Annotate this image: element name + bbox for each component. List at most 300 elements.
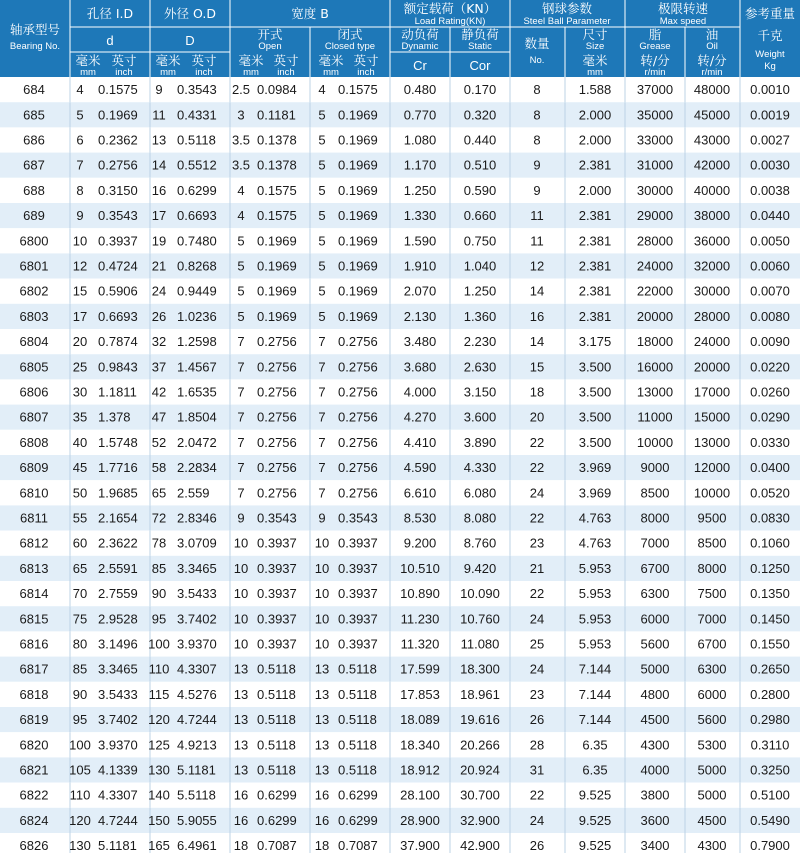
table-row [0, 581, 800, 606]
table-cell: 24 [151, 283, 167, 299]
table-cell: 15 [72, 283, 88, 299]
table-cell: 0.1969 [338, 157, 378, 173]
table-cell: 7 [318, 384, 326, 400]
table-cell: 2.559 [177, 485, 210, 501]
closed-type-header-en: Closed type [324, 41, 376, 52]
table-cell: 1.9685 [98, 485, 138, 501]
table-cell: 22 [529, 787, 545, 803]
table-cell: 3.5433 [98, 686, 138, 702]
table-cell: 0.3937 [257, 535, 297, 551]
table-cell: 4.270 [403, 409, 437, 425]
table-cell: 2.381 [578, 208, 612, 224]
table-cell: 0.3937 [257, 586, 297, 602]
bearing-number-cell: 6816 [19, 636, 49, 652]
table-cell: 28.900 [400, 812, 440, 828]
bearing-no-header: 轴承型号 [9, 22, 61, 37]
table-cell: 32.900 [460, 812, 500, 828]
table-cell: 3.150 [463, 384, 497, 400]
table-cell: 0.440 [463, 132, 497, 148]
table-cell: 0.1350 [750, 586, 790, 602]
table-cell: 0.6299 [338, 787, 378, 803]
table-cell: 10.510 [400, 560, 440, 576]
table-cell: 0.5490 [750, 812, 790, 828]
table-cell: 0.9843 [98, 359, 138, 375]
table-cell: 0.5118 [338, 712, 377, 728]
id-mm-label: 毫米 [75, 53, 101, 68]
table-cell: 24 [529, 611, 545, 627]
dynamic-load-header-en: Dynamic [401, 41, 439, 52]
table-cell: 5 [318, 308, 326, 324]
table-cell: 23 [529, 535, 545, 551]
table-cell: 1.1811 [98, 384, 137, 400]
table-cell: 18.089 [400, 712, 440, 728]
table-cell: 95 [151, 611, 167, 627]
table-cell: 0.0290 [750, 409, 790, 425]
table-cell: 5600 [697, 712, 727, 728]
table-cell: 5.1181 [177, 762, 216, 778]
table-cell: 0.2756 [257, 334, 297, 350]
table-cell: 0.0080 [750, 308, 790, 324]
table-cell: 0.1575 [338, 82, 378, 98]
bearing-number-cell: 6813 [19, 560, 49, 576]
table-cell: 0.0070 [750, 283, 790, 299]
static-load-symbol: Cor [469, 58, 491, 73]
table-cell: 13 [233, 762, 249, 778]
table-cell: 8000 [697, 560, 727, 576]
bearing-number-cell: 6815 [19, 611, 49, 627]
table-cell: 10 [314, 611, 330, 627]
table-cell: 1.588 [578, 82, 612, 98]
table-cell: 0.2800 [750, 686, 790, 702]
table-cell: 24 [529, 661, 545, 677]
table-cell: 0.9449 [177, 283, 217, 299]
bearing-no-header-en: Bearing No. [9, 41, 61, 52]
table-cell: 5 [318, 157, 326, 173]
table-cell: 3.969 [578, 460, 612, 476]
table-cell: 7.144 [578, 686, 612, 702]
table-cell: 10 [314, 636, 330, 652]
table-cell: 13 [314, 661, 330, 677]
table-cell: 6700 [697, 636, 727, 652]
table-cell: 7 [237, 485, 245, 501]
table-cell: 4800 [640, 686, 670, 702]
table-cell: 0.1575 [257, 182, 297, 198]
table-cell: 9 [533, 182, 541, 198]
table-row [0, 279, 800, 304]
table-cell: 7 [237, 359, 245, 375]
table-cell: 11 [152, 107, 166, 123]
table-cell: 10.760 [460, 611, 500, 627]
oil-header: 油 [705, 27, 719, 42]
table-cell: 0.1969 [338, 233, 378, 249]
table-cell: 6 [76, 132, 84, 148]
table-cell: 1.250 [463, 283, 497, 299]
dynamic-load-header: 动负荷 [401, 27, 439, 42]
table-row [0, 657, 800, 682]
table-cell: 9000 [640, 460, 670, 476]
table-cell: 3.500 [578, 434, 612, 450]
table-cell: 7 [318, 334, 326, 350]
table-cell: 0.2756 [338, 334, 378, 350]
table-row [0, 783, 800, 808]
table-cell: 0.2756 [338, 409, 378, 425]
table-cell: 2.1654 [98, 510, 138, 526]
table-cell: 3.175 [578, 334, 612, 350]
table-cell: 4300 [640, 737, 670, 753]
table-cell: 0.1969 [257, 258, 297, 274]
table-cell: 4.330 [463, 460, 497, 476]
table-cell: 13 [314, 737, 330, 753]
open-mm-label-en: mm [243, 67, 259, 78]
table-cell: 0.0010 [750, 82, 790, 98]
table-cell: 18.340 [400, 737, 440, 753]
table-row [0, 480, 800, 505]
table-cell: 20000 [636, 308, 674, 324]
table-row [0, 102, 800, 127]
table-row [0, 127, 800, 152]
table-cell: 0.2756 [257, 409, 297, 425]
table-cell: 0.2650 [750, 661, 790, 677]
table-cell: 18.300 [460, 661, 500, 677]
steel-ball-header: 钢球参数 [541, 1, 593, 16]
table-cell: 2.230 [463, 334, 497, 350]
table-cell: 14 [529, 334, 545, 350]
table-cell: 0.0984 [257, 82, 297, 98]
table-cell: 43000 [693, 132, 731, 148]
table-cell: 0.770 [403, 107, 437, 123]
table-cell: 4.3307 [177, 661, 217, 677]
table-cell: 25 [529, 636, 545, 652]
table-cell: 47 [151, 409, 167, 425]
table-cell: 1.910 [403, 258, 437, 274]
table-row [0, 430, 800, 455]
bearing-number-cell: 6821 [19, 762, 49, 778]
table-cell: 5.953 [578, 636, 612, 652]
table-cell: 5 [318, 132, 326, 148]
table-cell: 0.5118 [257, 686, 296, 702]
ball-quantity-header-en: No. [529, 55, 545, 66]
table-cell: 6.080 [463, 485, 497, 501]
table-cell: 16 [233, 812, 249, 828]
table-cell: 1.360 [463, 308, 497, 324]
table-cell: 0.3937 [338, 611, 378, 627]
table-cell: 3.680 [403, 359, 437, 375]
table-cell: 0.6693 [98, 308, 138, 324]
table-cell: 0.0050 [750, 233, 790, 249]
table-cell: 13 [233, 686, 249, 702]
oil-header-en: Oil [706, 41, 718, 52]
bearing-number-cell: 6824 [19, 812, 49, 828]
table-cell: 9 [318, 510, 326, 526]
table-cell: 5.5118 [177, 787, 216, 803]
max-speed-header: 极限转速 [657, 1, 709, 16]
table-cell: 21 [529, 560, 545, 576]
table-cell: 45 [72, 460, 88, 476]
table-cell: 16 [314, 812, 330, 828]
table-cell: 0.2756 [257, 359, 297, 375]
table-cell: 8 [533, 107, 541, 123]
table-cell: 26 [529, 838, 545, 853]
table-cell: 0.1969 [338, 283, 378, 299]
table-cell: 0.1550 [750, 636, 790, 652]
table-cell: 3.890 [463, 434, 497, 450]
table-cell: 1.378 [98, 409, 131, 425]
table-cell: 4.000 [403, 384, 437, 400]
table-cell: 23 [529, 686, 545, 702]
bearing-number-cell: 6810 [19, 485, 49, 501]
table-cell: 6.35 [582, 737, 608, 753]
bearing-number-cell: 688 [23, 182, 45, 198]
table-cell: 0.6299 [338, 812, 378, 828]
table-cell: 2.8346 [177, 510, 217, 526]
table-row [0, 808, 800, 833]
closed-inch-label-en: inch [357, 67, 375, 78]
table-cell: 0.1969 [338, 107, 378, 123]
id-inch-label-en: inch [115, 67, 133, 78]
table-cell: 0.660 [463, 208, 497, 224]
table-cell: 0.170 [463, 82, 497, 98]
table-cell: 32 [151, 334, 167, 350]
closed-mm-label: 毫米 [318, 53, 344, 68]
table-cell: 15 [529, 359, 545, 375]
table-cell: 3.1496 [98, 636, 138, 652]
table-row [0, 606, 800, 631]
table-cell: 75 [72, 611, 88, 627]
table-cell: 0.3543 [98, 208, 138, 224]
table-cell: 18.961 [460, 686, 500, 702]
table-cell: 22 [529, 460, 545, 476]
table-cell: 3.5 [231, 157, 251, 173]
table-cell: 26 [151, 308, 167, 324]
table-cell: 115 [148, 686, 170, 702]
table-cell: 13 [151, 132, 167, 148]
table-cell: 8.760 [463, 535, 497, 551]
table-cell: 2.5 [231, 82, 251, 98]
table-cell: 8 [76, 182, 84, 198]
table-cell: 5.953 [578, 560, 612, 576]
table-cell: 11000 [637, 409, 673, 425]
table-cell: 2.9528 [98, 611, 138, 627]
table-cell: 2.000 [578, 132, 612, 148]
table-cell: 3.480 [403, 334, 437, 350]
table-cell: 0.1969 [257, 308, 297, 324]
table-cell: 0.0330 [750, 434, 790, 450]
table-cell: 125 [148, 737, 170, 753]
table-cell: 0.2756 [338, 359, 378, 375]
table-cell: 5 [318, 107, 326, 123]
table-cell: 0.1969 [338, 132, 378, 148]
bearing-number-cell: 6819 [19, 712, 49, 728]
table-cell: 52 [151, 434, 167, 450]
table-cell: 11.230 [400, 611, 440, 627]
table-cell: 3.7402 [98, 712, 138, 728]
table-cell: 0.1378 [257, 157, 297, 173]
table-cell: 3.969 [578, 485, 612, 501]
table-cell: 120 [69, 812, 91, 828]
table-cell: 30.700 [460, 787, 500, 803]
table-cell: 5000 [640, 661, 670, 677]
grease-header-en: Grease [639, 41, 671, 52]
table-cell: 24 [529, 812, 545, 828]
table-cell: 30000 [636, 182, 674, 198]
table-cell: 16 [529, 308, 545, 324]
table-cell: 10 [72, 233, 88, 249]
table-cell: 0.1969 [338, 258, 378, 274]
outer-diameter-symbol: D [185, 33, 195, 48]
table-cell: 0.2362 [98, 132, 138, 148]
table-cell: 0.1181 [257, 107, 296, 123]
table-row [0, 707, 800, 732]
table-cell: 9 [155, 82, 163, 98]
static-load-header: 静负荷 [461, 27, 499, 42]
table-cell: 0.2756 [338, 434, 378, 450]
table-cell: 4.7244 [98, 812, 138, 828]
table-cell: 1.170 [403, 157, 437, 173]
table-cell: 7 [237, 434, 245, 450]
table-cell: 0.320 [463, 107, 497, 123]
bearing-number-cell: 6812 [19, 535, 49, 551]
table-cell: 0.0030 [750, 157, 790, 173]
table-cell: 7500 [697, 586, 727, 602]
table-cell: 0.0019 [750, 107, 790, 123]
table-cell: 2.381 [578, 308, 612, 324]
table-cell: 8.080 [463, 510, 497, 526]
table-row [0, 631, 800, 656]
table-cell: 6.4961 [177, 838, 217, 853]
table-cell: 18 [529, 384, 545, 400]
table-cell: 13 [314, 712, 330, 728]
table-cell: 0.2980 [750, 712, 790, 728]
table-cell: 0.510 [463, 157, 497, 173]
table-cell: 42 [151, 384, 167, 400]
width-header: 宽度 B [291, 6, 329, 21]
table-cell: 10 [314, 586, 330, 602]
open-mm-label: 毫米 [238, 53, 264, 68]
table-cell: 48000 [693, 82, 731, 98]
open-inch-label: 英寸 [273, 53, 299, 68]
bearing-number-cell: 6818 [19, 686, 49, 702]
table-cell: 31000 [636, 157, 674, 173]
table-cell: 0.590 [463, 182, 497, 198]
table-row [0, 253, 800, 278]
table-cell: 5 [318, 283, 326, 299]
table-cell: 1.0236 [177, 308, 217, 324]
table-cell: 4 [318, 82, 326, 98]
table-cell: 0.0260 [750, 384, 790, 400]
table-cell: 30 [72, 384, 88, 400]
table-cell: 0.750 [463, 233, 497, 249]
table-cell: 0.2756 [257, 434, 297, 450]
table-cell: 0.5118 [257, 661, 296, 677]
table-cell: 1.4567 [177, 359, 217, 375]
table-cell: 12 [529, 258, 545, 274]
inner-diameter-symbol: d [106, 33, 114, 48]
bearing-number-cell: 6820 [19, 737, 49, 753]
table-cell: 16 [314, 787, 330, 803]
table-cell: 5 [237, 308, 245, 324]
table-cell: 2.000 [578, 182, 612, 198]
bearing-number-cell: 685 [23, 107, 45, 123]
table-cell: 24000 [636, 258, 674, 274]
table-cell: 0.2756 [98, 157, 138, 173]
table-cell: 10.890 [400, 586, 440, 602]
table-cell: 2.381 [578, 283, 612, 299]
table-cell: 28.100 [400, 787, 440, 803]
table-cell: 4.7244 [177, 712, 217, 728]
table-cell: 42000 [693, 157, 731, 173]
table-cell: 10 [233, 535, 249, 551]
bearing-number-cell: 6805 [19, 359, 49, 375]
table-cell: 7.144 [578, 712, 612, 728]
table-cell: 95 [72, 712, 88, 728]
table-cell: 0.5118 [338, 686, 377, 702]
table-cell: 2.000 [578, 107, 612, 123]
table-cell: 8000 [640, 510, 670, 526]
bearing-number-cell: 684 [23, 82, 45, 98]
table-cell: 24 [529, 485, 545, 501]
table-cell: 35000 [636, 107, 674, 123]
table-cell: 12000 [693, 460, 731, 476]
table-cell: 9 [533, 157, 541, 173]
table-cell: 130 [148, 762, 170, 778]
table-cell: 85 [151, 560, 167, 576]
table-cell: 22000 [636, 283, 674, 299]
weight-header-en: Weight [755, 49, 785, 60]
table-cell: 8500 [697, 535, 727, 551]
table-cell: 2.070 [403, 283, 437, 299]
table-cell: 17.853 [400, 686, 440, 702]
table-cell: 1.2598 [177, 334, 217, 350]
table-cell: 0.3937 [257, 560, 297, 576]
table-cell: 3.0709 [177, 535, 217, 551]
table-cell: 0.3937 [338, 586, 378, 602]
table-row [0, 405, 800, 430]
bearing-number-cell: 6814 [19, 586, 49, 602]
table-cell: 19.616 [460, 712, 500, 728]
table-row [0, 203, 800, 228]
table-row [0, 732, 800, 757]
table-cell: 13 [233, 712, 249, 728]
table-cell: 1.7716 [98, 460, 138, 476]
table-cell: 4 [237, 182, 245, 198]
od-inch-label: 英寸 [191, 53, 217, 68]
bearing-number-cell: 6801 [19, 258, 49, 274]
max-speed-header-en: Max speed [659, 16, 707, 27]
table-cell: 13 [314, 686, 330, 702]
table-cell: 1.330 [403, 208, 437, 224]
table-cell: 3600 [640, 812, 670, 828]
bearing-number-cell: 6807 [19, 409, 49, 425]
table-cell: 0.3937 [338, 535, 378, 551]
table-cell: 9500 [697, 510, 727, 526]
table-cell: 0.1575 [257, 208, 297, 224]
table-row [0, 531, 800, 556]
table-cell: 16 [151, 182, 167, 198]
table-cell: 18.912 [400, 762, 440, 778]
id-mm-label-en: mm [80, 67, 96, 78]
table-cell: 65 [151, 485, 167, 501]
table-cell: 0.1378 [257, 132, 297, 148]
table-cell: 10 [314, 560, 330, 576]
table-cell: 0.5118 [257, 762, 296, 778]
table-cell: 5300 [697, 737, 727, 753]
table-row [0, 228, 800, 253]
table-cell: 0.1969 [338, 182, 378, 198]
table-cell: 13000 [636, 384, 674, 400]
table-cell: 5 [318, 208, 326, 224]
table-cell: 17 [151, 208, 167, 224]
table-row [0, 505, 800, 530]
